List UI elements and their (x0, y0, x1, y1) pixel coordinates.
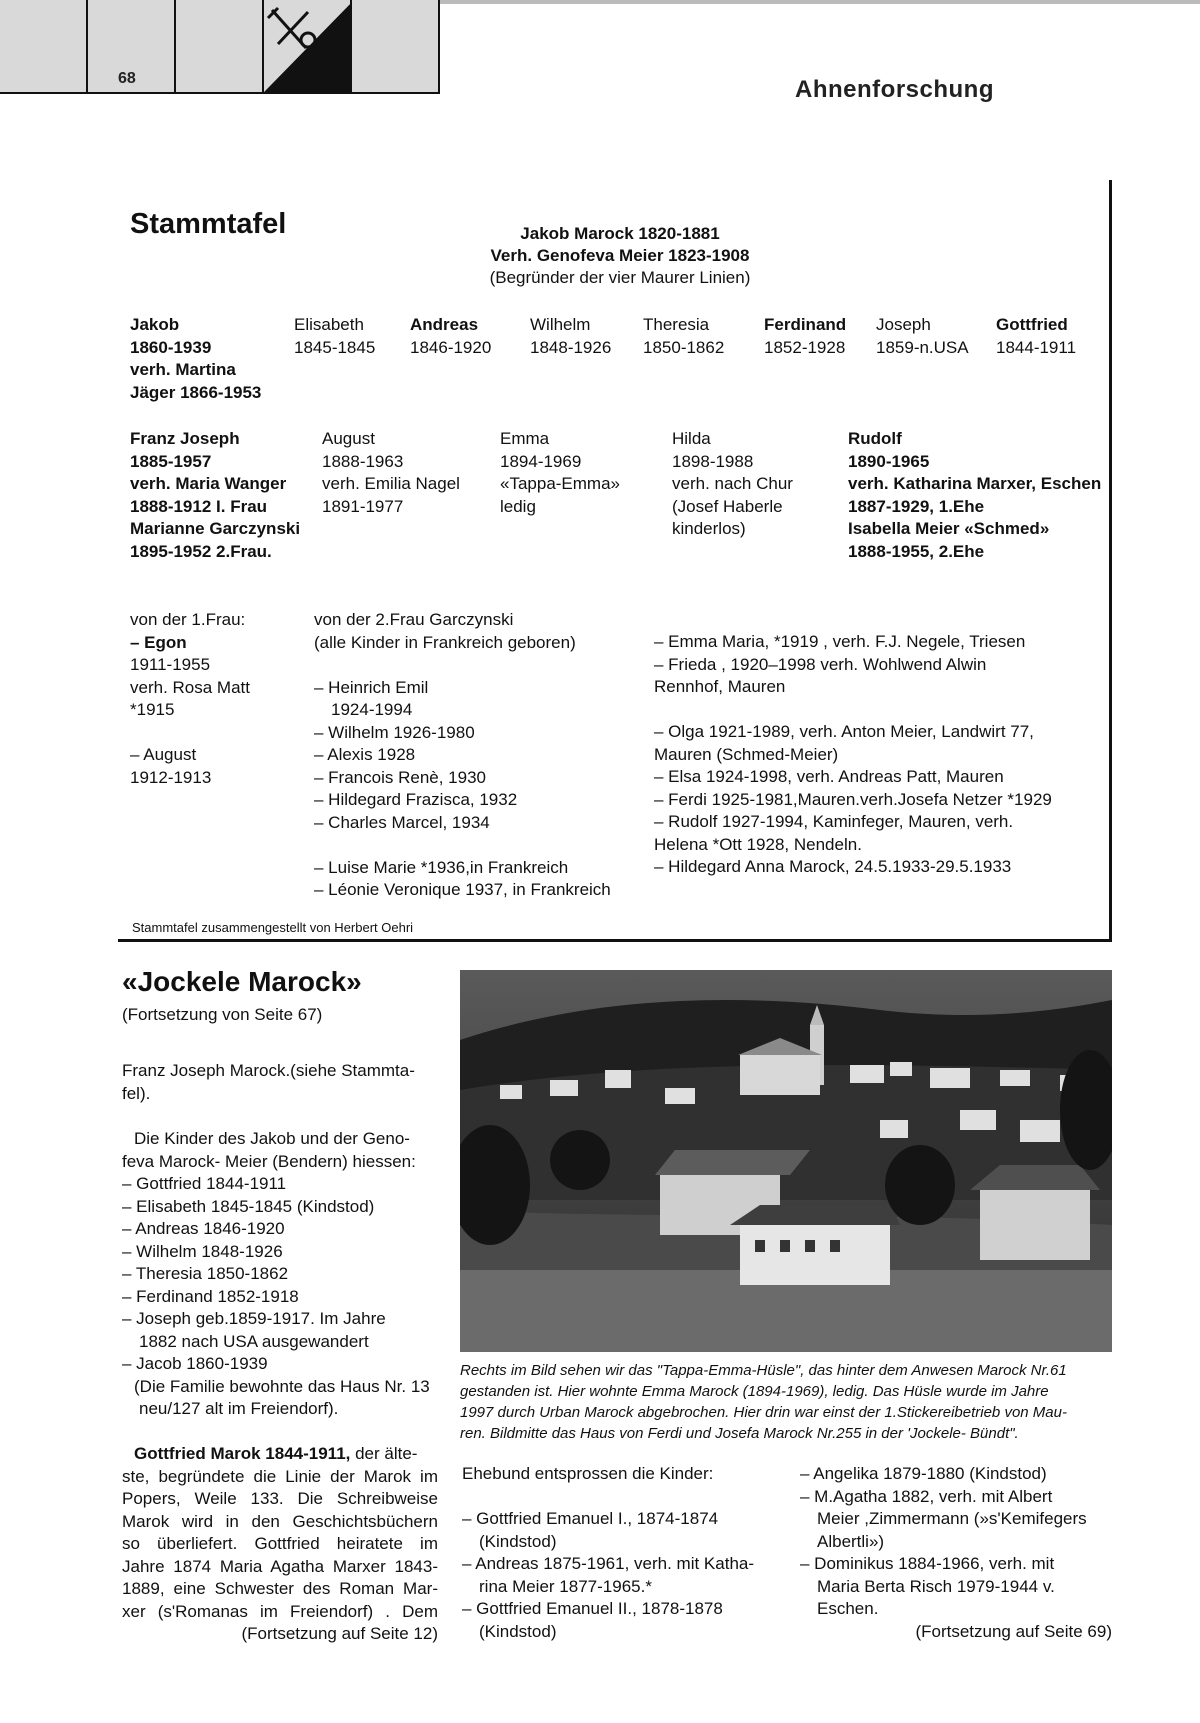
crossed-swords-emblem-icon (264, 0, 350, 92)
list-item: 1882 nach USA ausgewandert (139, 1331, 369, 1351)
list-item: neu/127 alt im Freiendorf). (139, 1399, 339, 1418)
header-cell (352, 0, 440, 92)
gen2-august: August 1888-1963 verh. Emilia Nagel 1891-1977 (322, 429, 460, 516)
list-item: – Ferdinand 1852-1918 (122, 1286, 299, 1306)
photo-caption: Rechts im Bild sehen wir das "Tappa-Emma-Hüsle", das hinter dem Anwesen Marock Nr.61 gestanden ist. Hier wohnte Emma Marock (1894-1969), ledig. Das Hüsle wurde im Jahre 1997 durch Urban Marock abgebrochen. Hier drin war einst der 1.Stickereibetrieb von Mau- ren. Bildmitte das Haus von Ferdi und Josefa Marock Nr.255 in der 'Jockele- Bündt". (460, 1362, 1067, 1442)
list-item: – Theresia 1850-1862 (122, 1264, 289, 1283)
founder-spouse: Verh. Genofeva Meier 1823-1908 (490, 246, 750, 265)
header-strip (0, 0, 440, 94)
list-item: – Gottfried 1844-1911 (122, 1174, 287, 1193)
gen1-andreas: Andreas 1846-1920 (410, 315, 492, 357)
gen1-ferdinand: Ferdinand 1852-1928 (764, 315, 847, 357)
gen1-elisabeth: Elisabeth 1845-1845 (294, 315, 376, 357)
tree-credit: Stammtafel zusammengestellt von Herbert Oehri (132, 920, 414, 935)
gen1-joseph: Joseph 1859-n.USA (876, 315, 969, 357)
list-item: – Elisabeth 1845-1845 (Kindstod) (122, 1196, 375, 1216)
gen2-rudolf: Rudolf 1890-1965 verh. Katharina Marxer, Eschen 1887-1929, 1.Ehe Isabella Meier «Schmed» 1888-1955, 2.Ehe (848, 429, 1102, 561)
children-list (122, 1173, 438, 1421)
page-number: 68 (118, 70, 136, 87)
tree-title: Stammtafel (130, 208, 287, 240)
list-item: (Die Familie bewohnte das Haus Nr. 13 (134, 1376, 430, 1396)
header-cell (0, 0, 88, 92)
founder-note: (Begründer der vier Maurer Linien) (489, 268, 751, 287)
gen2-emma: Emma 1894-1969 «Tappa-Emma» ledig (500, 429, 621, 516)
article-paragraph-3: Gottfried Marok 1844-1911, der älte- ste, begründete die Linie der Marok im Popers, Weile 133. Die Schreibweise Marok wird in den Geschichtsbüchern so überliefert. Gottfried heiratete im Jahre 1874 Maria Agatha Marxer 1843- 1889, eine Schwester des Roman Mar- xer (s'Romanas im Freiendorf) . Dem (Fortsetzung auf Seite 12) (122, 1444, 438, 1643)
gen1-wilhelm: Wilhelm 1848-1926 (530, 315, 612, 357)
article-title: «Jockele Marock» (122, 966, 362, 997)
article-paragraph-2: Die Kinder des Jakob und der Geno- feva Marock- Meier (Bendern) hiessen: (122, 1129, 416, 1171)
list-item: – Andreas 1846-1920 (122, 1219, 285, 1238)
gen3-second-wife-children: von der 2.Frau Garczynski (alle Kinder in Frankreich geboren) – Heinrich Emil 1924-1994 – Wilhelm 1926-1980 – Alexis 1928 – Francois Renè, 1930 – Hildegard Frazisca, 1932 – Charles Marcel, 1934 – Luise Marie *1936,in Frankreich – Léonie Veronique 1937, in Frankreich (314, 610, 611, 899)
gen2-hilda: Hilda 1898-1988 verh. nach Chur (Josef Haberle kinderlos) (672, 429, 793, 538)
gen3-rudolf-children: – Emma Maria, *1919 , verh. F.J. Negele, Triesen – Frieda , 1920–1998 verh. Wohlwend Alwin Rennhof, Mauren – Olga 1921-1989, verh. Anton Meier, Landwirt 77, Mauren (Schmed-Meier) – Elsa 1924-1998, verh. Andreas Patt, Mauren – Ferdi 1925-1981,Mauren.verh.Josefa Netzer *1929 – Rudolf 1927-1994, Kaminfeger, Mauren, verh. Helena *Ott 1928, Nendeln. – Hildegard Anna Marock, 24.5.1933-29.5.1933 (654, 632, 1052, 876)
header-cell (176, 0, 264, 92)
gen1-jakob: Jakob 1860-1939 verh. Martina Jäger 1866-1953 (130, 315, 262, 402)
founder-name: Jakob Marock 1820-1881 (520, 224, 720, 243)
article-subtitle: (Fortsetzung von Seite 67) (122, 1005, 323, 1024)
village-photo (460, 970, 1112, 1352)
header-cell (264, 0, 352, 92)
section-title: Ahnenforschung (795, 76, 994, 103)
gen1-theresia: Theresia 1850-1862 (643, 315, 725, 357)
article-column-c: – Angelika 1879-1880 (Kindstod) – M.Agatha 1882, verh. mit Albert Meier ,Zimmermann (»s'Kemifegers Albertli») – Dominikus 1884-1966, verh. mit Maria Berta Risch 1979-1944 v. Eschen. (Fortsetzung auf Seite 69) (800, 1464, 1112, 1641)
article-column-b: Ehebund entsprossen die Kinder: – Gottfried Emanuel I., 1874-1874 (Kindstod) – Andreas 1875-1961, verh. mit Katha- rina Meier 1877-1965.* – Gottfried Emanuel II., 1878-1878 (Kindstod) (462, 1464, 755, 1641)
article-paragraph-1: Franz Joseph Marock.(siehe Stammta- fel). (122, 1061, 415, 1103)
header-rule (440, 0, 1200, 4)
list-item: – Jacob 1860-1939 (122, 1354, 268, 1373)
list-item: – Joseph geb.1859-1917. Im Jahre (122, 1309, 386, 1328)
list-item: – Wilhelm 1848-1926 (122, 1241, 283, 1261)
gen3-first-wife-children: von der 1.Frau: – Egon 1911-1955 verh. Rosa Matt *1915 – August 1912-1913 (130, 610, 250, 787)
gen1-gottfried: Gottfried 1844-1911 (996, 315, 1077, 357)
gen2-franz-joseph: Franz Joseph 1885-1957 verh. Maria Wanger 1888-1912 I. Frau Marianne Garczynski 1895-1952 2.Frau. (130, 429, 301, 561)
